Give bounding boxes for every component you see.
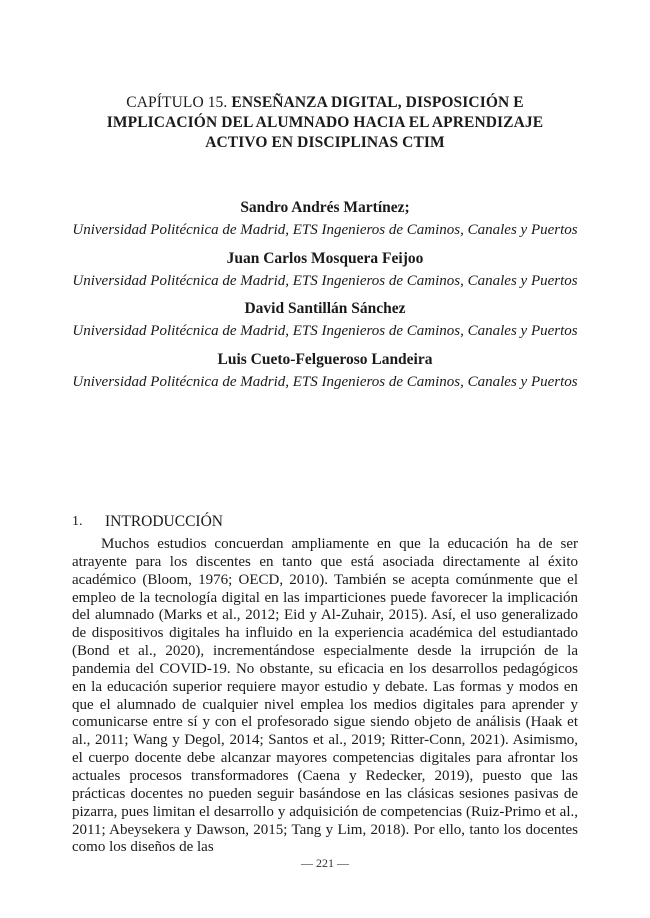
page-number: — 221 — bbox=[301, 856, 349, 870]
chapter-title bbox=[90, 93, 560, 153]
section-title: INTRODUCCIÓN bbox=[105, 513, 223, 530]
chapter-label: CAPÍTULO 15. bbox=[126, 94, 228, 111]
author-affiliation: Universidad Politécnica de Madrid, ETS Ingenieros de Caminos, Canales y Puertos bbox=[72, 373, 578, 390]
author-block bbox=[72, 249, 578, 291]
author-name: Sandro Andrés Martínez; bbox=[240, 199, 410, 216]
chapter-title-text: ENSEÑANZA DIGITAL, DISPOSICIÓN E IMPLICACIÓN DEL ALUMNADO HACIA EL APRENDIZAJE ACTIVO EN DISCIPLINAS CTIM bbox=[106, 94, 544, 151]
body-paragraph: Muchos estudios concuerdan ampliamente en que la educación ha de ser atrayente para los discentes en tanto que está asociada directamente al éxito académico (Bloom, 1976; OECD, 2010). También se acepta comúnmente que el empleo de la tecnología digital en las imparticiones puede favorecer la implicación del alumnado (Marks et al., 2012; Eid y Al-Zuhair, 2015). Así, el uso generalizado de dispositivos digitales ha influido en la experiencia académica del estudiantado (Bond et al., 2020), incrementándose especialmente desde la irrupción de la pandemia del COVID-19. No obstante, su eficacia en los desarrollos pedagógicos en la educación superior requiere mayor estudio y debate. Las formas y modos en que el alumnado de cualquier nivel emplea los medios digitales para aprender y comunicarse entre sí y con el profesorado sigue siendo objeto de análisis (Haak et al., 2011; Wang y Degol, 2014; Santos et al., 2019; Ritter-Conn, 2021). Asimismo, el cuerpo docente debe alcanzar mayores competencias digitales para afrontar los actuales procesos transformadores (Caena y Redecker, 2019), puesto que las prácticas docentes no pueden seguir basándose en las clásicas sesiones pasivas de pizarra, pues limitan el desarrollo y adquisición de competencias (Ruiz-Primo et al., 2011; Abeysekera y Dawson, 2015; Tang y Lim, 2018). Por ello, tanto los docentes como los diseños de las bbox=[72, 536, 578, 856]
author-block bbox=[72, 299, 578, 341]
author-name: Juan Carlos Mosquera Feijoo bbox=[226, 249, 424, 267]
author-block bbox=[72, 350, 578, 392]
section-number: 1. bbox=[72, 514, 83, 529]
author-name: David Santillán Sánchez bbox=[244, 300, 406, 317]
introduction-section bbox=[72, 512, 578, 857]
author-list bbox=[72, 198, 578, 400]
section-heading bbox=[72, 512, 578, 532]
author-affiliation: Universidad Politécnica de Madrid, ETS Ingenieros de Caminos, Canales y Puertos bbox=[72, 222, 578, 238]
author-name: Luis Cueto-Felgueroso Landeira bbox=[217, 350, 433, 368]
author-block bbox=[72, 198, 578, 240]
author-affiliation: Universidad Politécnica de Madrid, ETS Ingenieros de Caminos, Canales y Puertos bbox=[72, 323, 578, 339]
author-affiliation: Universidad Politécnica de Madrid, ETS Ingenieros de Caminos, Canales y Puertos bbox=[72, 272, 578, 289]
